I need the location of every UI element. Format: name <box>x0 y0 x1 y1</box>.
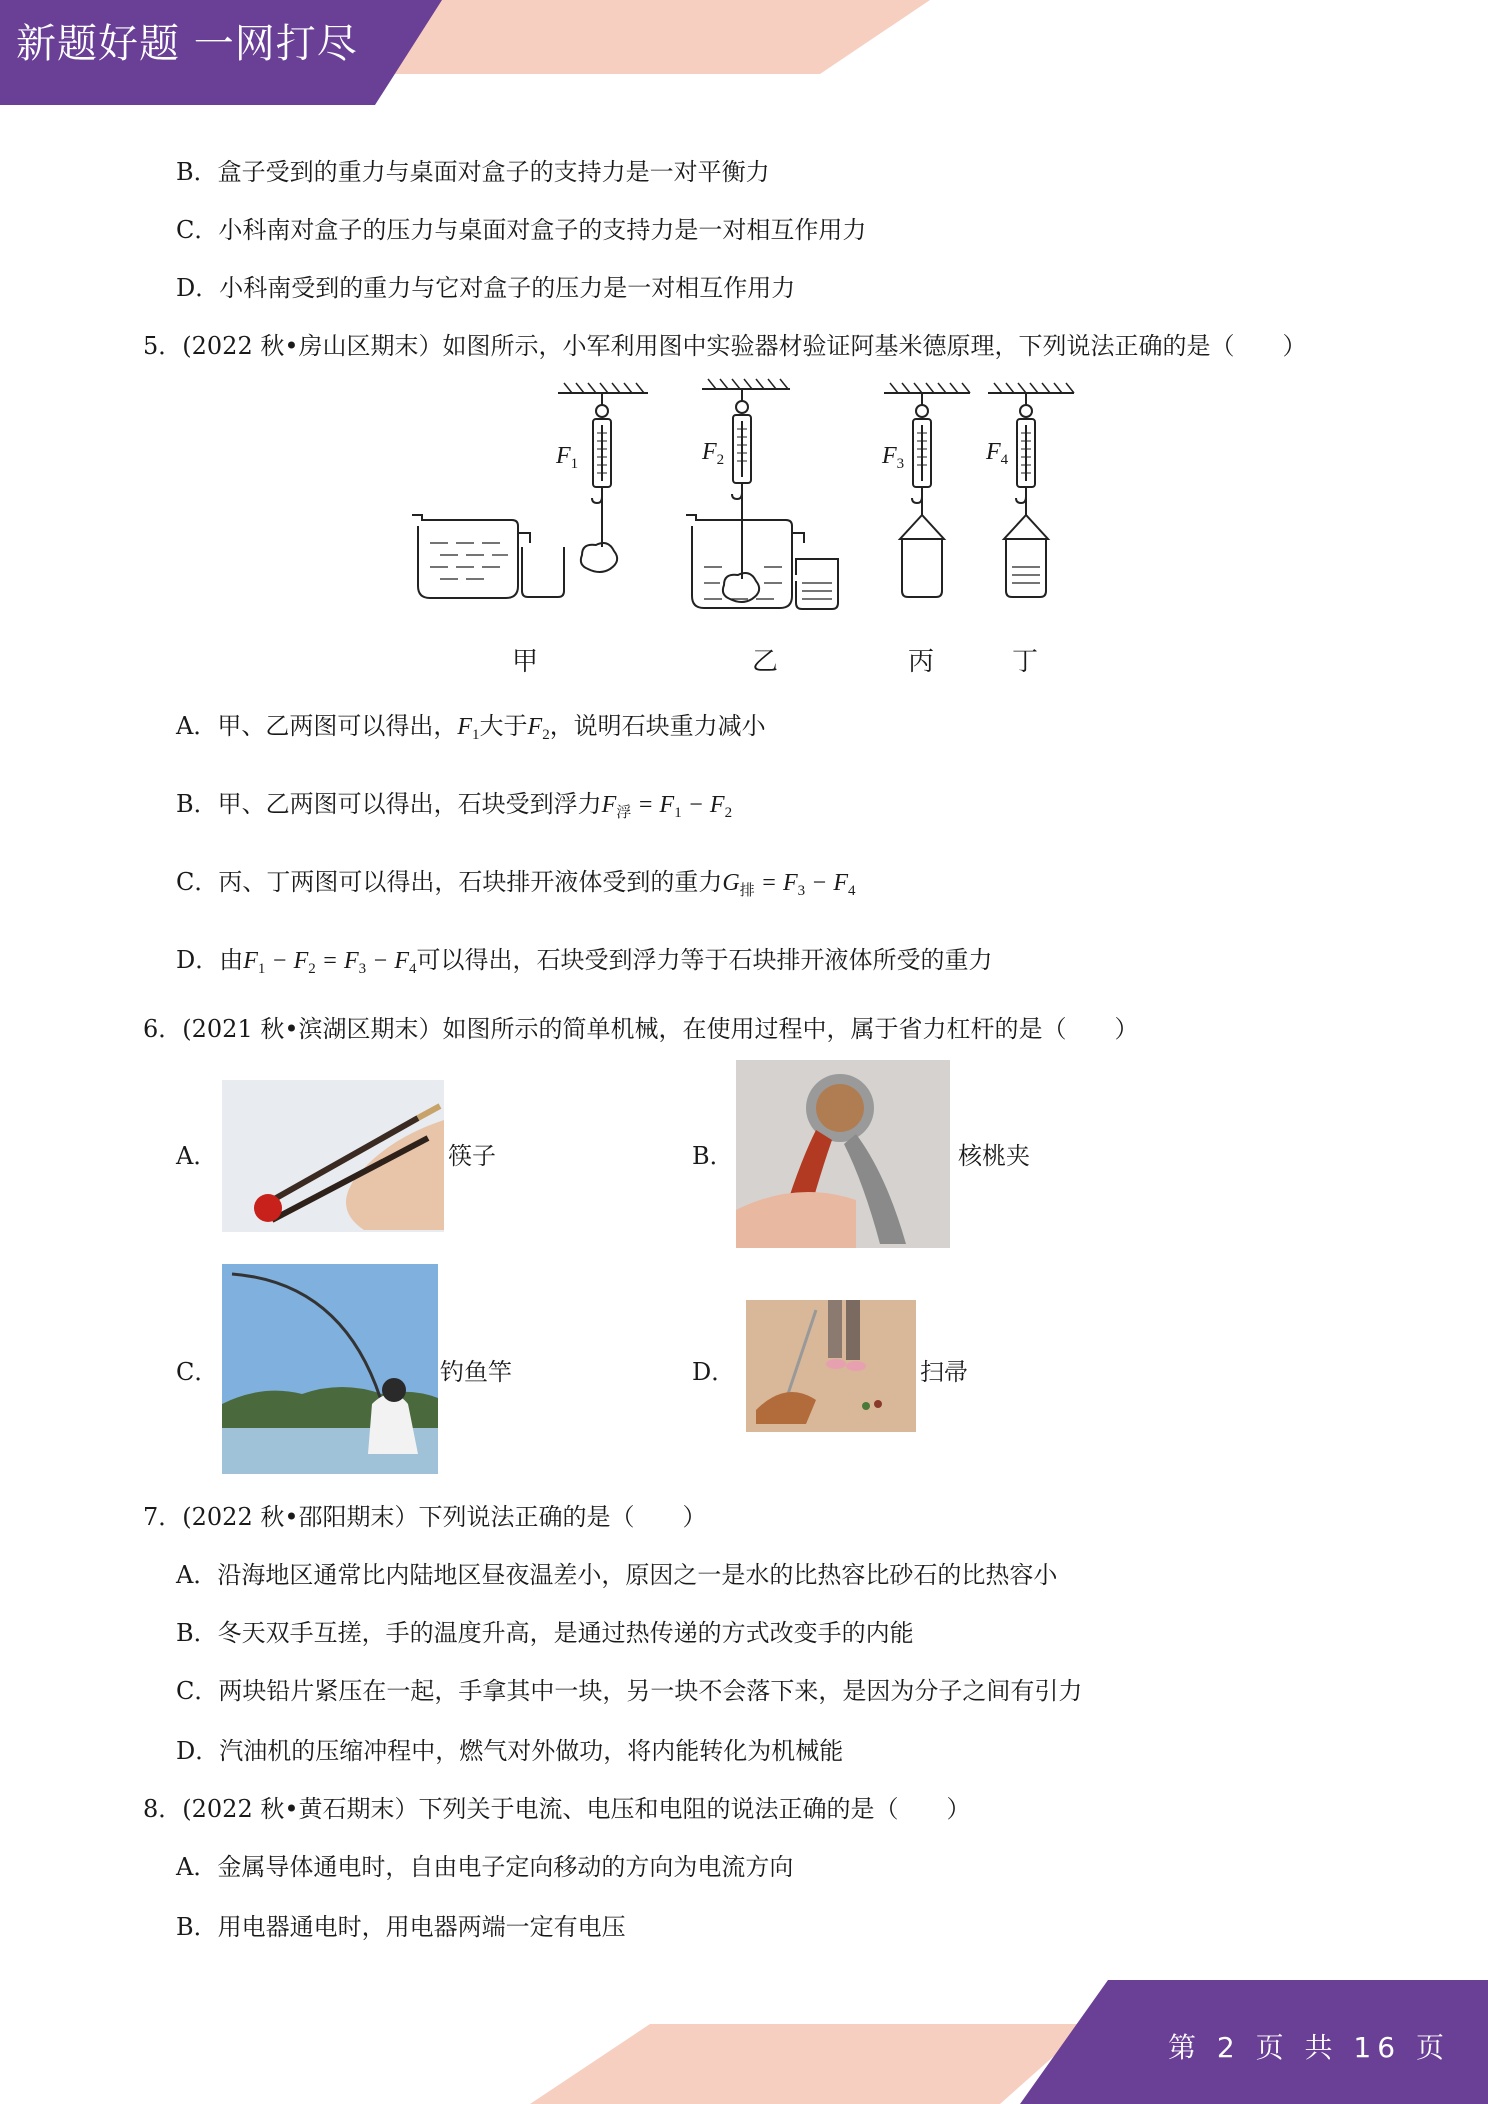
q5-option-d: D．由$F_1 - F_2 = F_3 - F_4$可以得出，石块受到浮力等于石块排开液体所受的重力 <box>176 946 993 977</box>
archimedes-experiment-figure <box>400 375 1100 685</box>
figure-label-yi: 乙 <box>752 647 779 677</box>
broom-photo <box>746 1300 916 1432</box>
q6-choice-b-letter: B． <box>692 1142 734 1170</box>
q7-option-a: A．沿海地区通常比内陆地区昼夜温差小，原因之一是水的比热容比砂石的比热容小 <box>176 1561 1058 1589</box>
q4-option-b: B．盒子受到的重力与桌面对盒子的支持力是一对平衡力 <box>176 158 770 186</box>
force-label-f2: $F_2$ <box>702 439 725 468</box>
force-label-f1: $F_1$ <box>556 443 579 472</box>
q8-stem: 8．(2022 秋•黄石期末）下列关于电流、电压和电阻的说法正确的是（ ） <box>143 1795 971 1823</box>
force-label-f3: $F_3$ <box>882 443 905 472</box>
q6-choice-a-letter: A． <box>176 1142 218 1170</box>
q8-option-a: A．金属导体通电时，自由电子定向移动的方向为电流方向 <box>176 1853 794 1881</box>
page-number: 第 2 页 共 16 页 <box>1168 2031 1450 2064</box>
figure-label-jia: 甲 <box>512 647 539 677</box>
force-label-f4: $F_4$ <box>986 439 1009 468</box>
q5-option-a: A．甲、乙两图可以得出，$F_1$大于$F_2$，说明石块重力减小 <box>176 712 766 743</box>
banner-title: 新题好题 一网打尽 <box>16 21 358 67</box>
q5-option-b: B．甲、乙两图可以得出，石块受到浮力$F_浮 = F_1 - F_2$ <box>176 790 733 821</box>
q6-choice-d-caption: 扫帚 <box>920 1358 968 1386</box>
figure-label-ding: 丁 <box>1012 647 1039 677</box>
chopsticks-photo <box>222 1080 444 1232</box>
q5-stem: 5．(2022 秋•房山区期末）如图所示，小军利用图中实验器材验证阿基米德原理，下列说法正确的是（ ） <box>143 332 1307 360</box>
q6-choice-c-caption: 钓鱼竿 <box>440 1358 512 1386</box>
q6-choice-d-letter: D． <box>692 1358 736 1386</box>
figure-label-bing: 丙 <box>908 647 935 677</box>
fishing-rod-photo <box>222 1264 438 1474</box>
q7-option-b: B．冬天双手互搓，手的温度升高，是通过热传递的方式改变手的内能 <box>176 1619 914 1647</box>
q7-stem: 7．(2022 秋•邵阳期末）下列说法正确的是（ ） <box>143 1503 707 1531</box>
q8-option-b: B．用电器通电时，用电器两端一定有电压 <box>176 1913 626 1941</box>
q6-choice-b-caption: 核桃夹 <box>958 1142 1030 1170</box>
q7-option-d: D．汽油机的压缩冲程中，燃气对外做功，将内能转化为机械能 <box>176 1737 844 1765</box>
q6-choice-c-letter: C． <box>176 1358 219 1386</box>
q6-stem: 6．(2021 秋•滨湖区期末）如图所示的简单机械，在使用过程中，属于省力杠杆的是（ ） <box>143 1015 1139 1043</box>
q5-option-c: C．丙、丁两图可以得出，石块排开液体受到的重力$G_排 = F_3 - F_4$ <box>176 868 856 899</box>
q4-option-c: C．小科南对盒子的压力与桌面对盒子的支持力是一对相互作用力 <box>176 216 867 244</box>
q4-option-d: D．小科南受到的重力与它对盒子的压力是一对相互作用力 <box>176 274 796 302</box>
q7-option-c: C．两块铅片紧压在一起，手拿其中一块，另一块不会落下来，是因为分子之间有引力 <box>176 1677 1083 1705</box>
nutcracker-photo <box>736 1060 950 1248</box>
q6-choice-a-caption: 筷子 <box>448 1142 496 1170</box>
